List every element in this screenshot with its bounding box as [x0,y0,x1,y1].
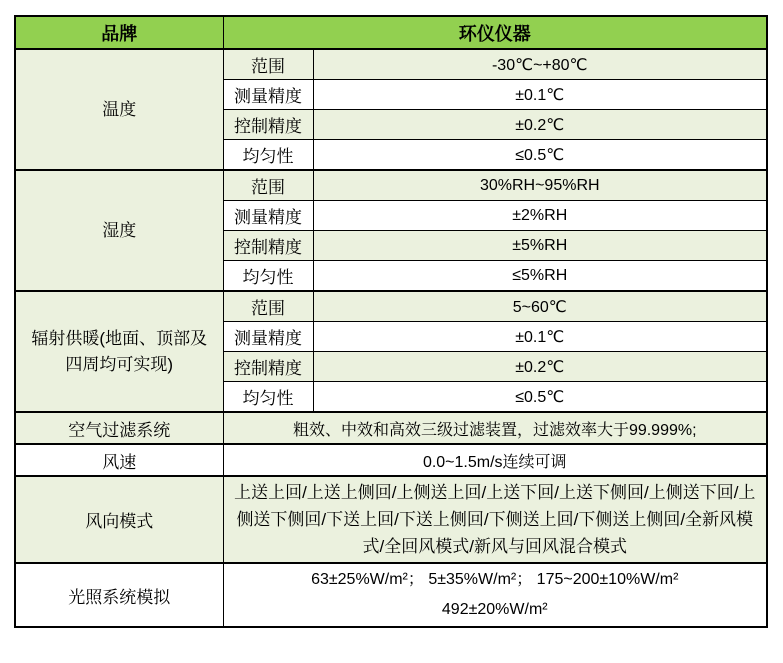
table-row [15,49,767,80]
spec-value: ±2%RH [313,201,767,231]
brand-label-cell: 品牌 [15,16,223,49]
spec-value: ±5%RH [313,231,767,261]
section-cell-humidity: 湿度 [15,170,223,291]
spec-value: ±0.2℃ [313,352,767,382]
table-row [15,476,767,563]
spec-table [14,15,768,628]
row-label-light-simulation: 光照系统模拟 [15,563,223,627]
spec-value: ±0.1℃ [313,80,767,110]
spec-value: ±0.1℃ [313,322,767,352]
spec-value: ≤0.5℃ [313,140,767,171]
section-cell-radiant-heating: 辐射供暖(地面、顶部及四周均可实现) [15,291,223,412]
table-row [15,291,767,322]
spec-sub-label: 控制精度 [223,352,313,382]
light-simulation-line1: 63±25%W/m²； 5±35%W/m²； 175~200±10%W/m² [311,571,679,588]
spec-sub-label: 控制精度 [223,110,313,140]
row-label-airflow-mode: 风向模式 [15,476,223,563]
table-row [15,444,767,476]
spec-value: 5~60℃ [313,291,767,322]
spec-sub-label: 均匀性 [223,261,313,292]
spec-value: 30%RH~95%RH [313,170,767,201]
spec-value: ±0.2℃ [313,110,767,140]
spec-sub-label: 范围 [223,291,313,322]
table-row [15,563,767,627]
row-label-air-filter: 空气过滤系统 [15,412,223,444]
brand-value-cell: 环仪仪器 [223,16,767,49]
spec-sub-label: 测量精度 [223,201,313,231]
spec-value: ≤0.5℃ [313,382,767,413]
section-cell-temperature: 温度 [15,49,223,170]
spec-sub-label: 测量精度 [223,322,313,352]
spec-sub-label: 控制精度 [223,231,313,261]
row-value-light-simulation [223,563,767,627]
spec-sub-label: 范围 [223,170,313,201]
row-value-wind-speed: 0.0~1.5m/s连续可调 [223,444,767,476]
table-row [15,412,767,444]
spec-value: -30℃~+80℃ [313,49,767,80]
spec-value: ≤5%RH [313,261,767,292]
light-simulation-line2: 492±20%W/m² [441,601,548,618]
spec-sub-label: 测量精度 [223,80,313,110]
row-value-airflow-mode: 上送上回/上送上侧回/上侧送上回/上送下回/上送下侧回/上侧送下回/上侧送下侧回/下送上回/下送上侧回/下侧送上回/下侧送上侧回/全新风模式/全回风模式/新风与回风混合模式 [223,476,767,563]
spec-sub-label: 均匀性 [223,140,313,171]
table-row [15,170,767,201]
spec-sub-label: 均匀性 [223,382,313,413]
table-header-row [15,16,767,49]
spec-sub-label: 范围 [223,49,313,80]
row-value-air-filter: 粗效、中效和高效三级过滤装置，过滤效率大于99.999%; [223,412,767,444]
row-label-wind-speed: 风速 [15,444,223,476]
